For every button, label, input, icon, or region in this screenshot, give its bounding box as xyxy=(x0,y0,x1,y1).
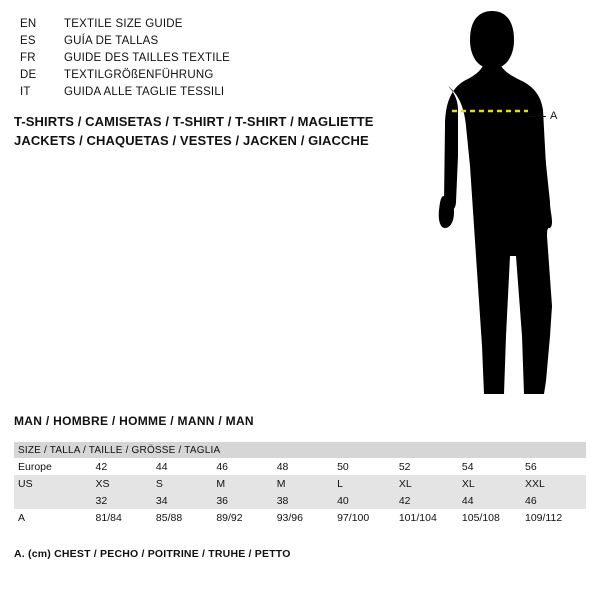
table-cell: 44 xyxy=(460,492,523,509)
language-row xyxy=(20,50,400,67)
table-cell: S xyxy=(154,475,214,492)
table-row xyxy=(14,458,586,475)
table-cell: 42 xyxy=(397,492,460,509)
language-row xyxy=(20,67,400,84)
row-label-europe: Europe xyxy=(14,458,94,475)
garment-line-jackets: JACKETS / CHAQUETAS / VESTES / JACKEN / GIACCHE xyxy=(14,133,369,148)
table-cell: 89/92 xyxy=(214,509,274,526)
language-text: TEXTILGRÖßENFÜHRUNG xyxy=(64,69,214,81)
table-cell: 101/104 xyxy=(397,509,460,526)
garment-type-block xyxy=(14,112,414,150)
table-cell: 36 xyxy=(214,492,274,509)
language-code: ES xyxy=(20,35,36,47)
table-header-row xyxy=(14,442,586,458)
table-cell: 40 xyxy=(335,492,397,509)
language-code: EN xyxy=(20,18,37,30)
table-cell: XL xyxy=(460,475,523,492)
language-code: DE xyxy=(20,69,37,81)
table-row xyxy=(14,509,586,526)
row-label-us: US xyxy=(14,475,94,492)
table-cell: 46 xyxy=(523,492,586,509)
language-code: IT xyxy=(20,86,31,98)
language-text: TEXTILE SIZE GUIDE xyxy=(64,18,183,30)
table-cell: 32 xyxy=(94,492,154,509)
footer-note: A. (cm) CHEST / PECHO / POITRINE / TRUHE / PETTO xyxy=(14,548,291,560)
table-cell: 42 xyxy=(94,458,154,475)
table-cell: 105/108 xyxy=(460,509,523,526)
man-silhouette-figure xyxy=(400,6,600,406)
table-cell: M xyxy=(275,475,335,492)
language-text: GUIDA ALLE TAGLIE TESSILI xyxy=(64,86,225,98)
language-row xyxy=(20,84,400,101)
table-cell: 93/96 xyxy=(275,509,335,526)
table-cell: 85/88 xyxy=(154,509,214,526)
row-label-us-secondary xyxy=(14,492,94,509)
table-cell: XL xyxy=(397,475,460,492)
table-cell: 54 xyxy=(460,458,523,475)
table-cell: 97/100 xyxy=(335,509,397,526)
size-table xyxy=(14,442,586,526)
table-cell: 34 xyxy=(154,492,214,509)
table-header-label: SIZE / TALLA / TAILLE / GRÖSSE / TAGLIA xyxy=(14,442,586,458)
language-text: GUIDE DES TAILLES TEXTILE xyxy=(64,52,231,64)
table-cell: 44 xyxy=(154,458,214,475)
table-cell: L xyxy=(335,475,397,492)
silhouette-icon xyxy=(400,6,600,406)
garment-line-tshirts: T-SHIRTS / CAMISETAS / T-SHIRT / T-SHIRT / MAGLIETTE xyxy=(14,114,374,129)
row-label-a: A xyxy=(14,509,94,526)
table-cell: 50 xyxy=(335,458,397,475)
table-cell: 38 xyxy=(275,492,335,509)
table-title: MAN / HOMBRE / HOMME / MANN / MAN xyxy=(14,414,254,428)
table-cell: 48 xyxy=(275,458,335,475)
table-cell: 56 xyxy=(523,458,586,475)
table-cell: XXL xyxy=(523,475,586,492)
table-row xyxy=(14,492,586,509)
language-row xyxy=(20,33,400,50)
measure-label-a: A xyxy=(550,110,558,122)
table-cell: XS xyxy=(94,475,154,492)
table-cell: 46 xyxy=(214,458,274,475)
table-row xyxy=(14,475,586,492)
table-cell: 52 xyxy=(397,458,460,475)
language-text: GUÍA DE TALLAS xyxy=(64,35,159,47)
language-header-block xyxy=(20,16,400,101)
language-row xyxy=(20,16,400,33)
table-cell: M xyxy=(214,475,274,492)
measure-leader-line xyxy=(528,116,546,117)
table-cell: 109/112 xyxy=(523,509,586,526)
table-cell: 81/84 xyxy=(94,509,154,526)
language-code: FR xyxy=(20,52,36,64)
